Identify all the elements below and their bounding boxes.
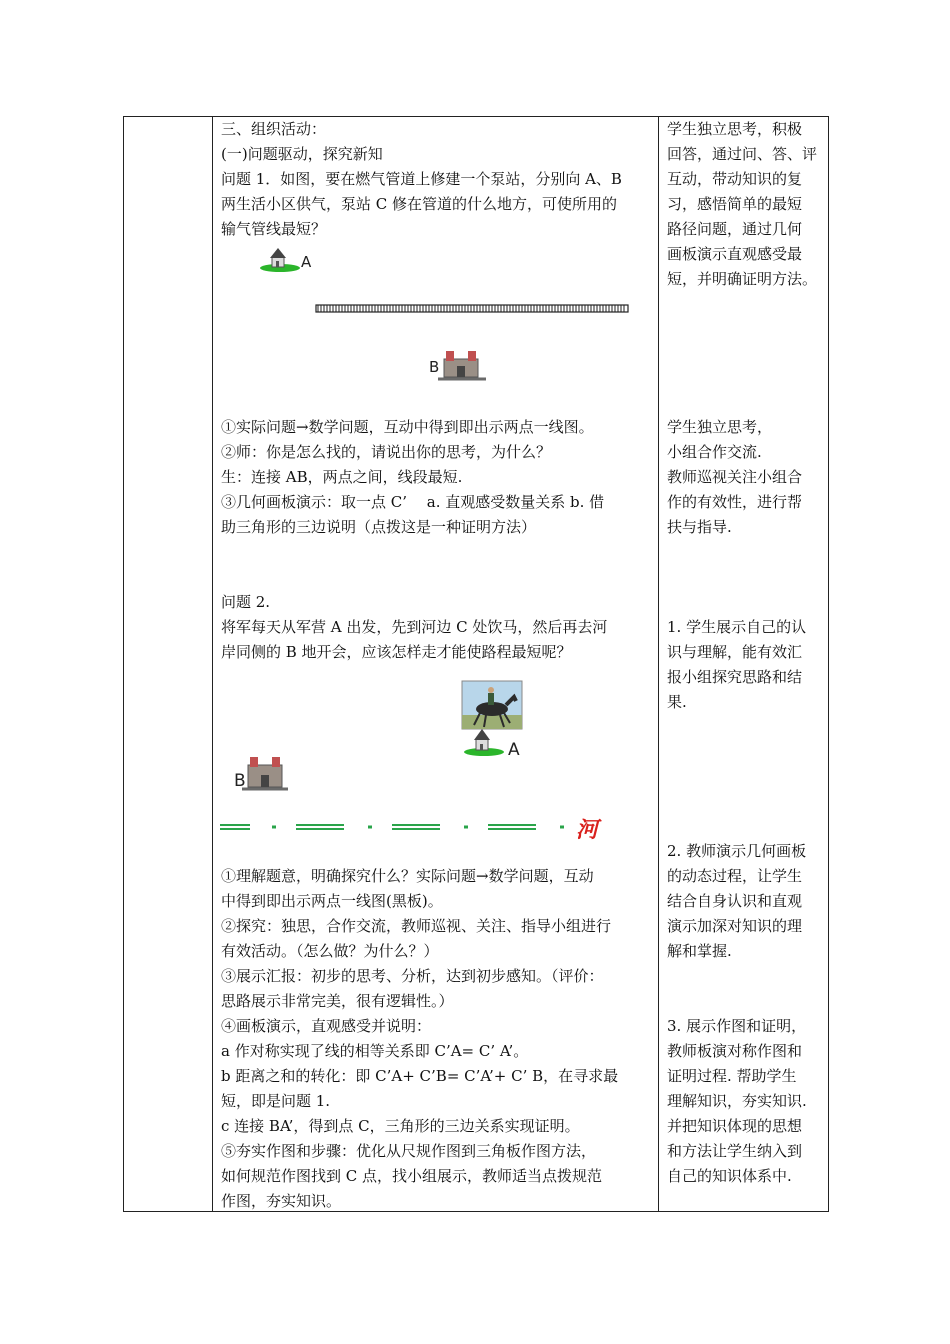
text-line: ②师：你是怎么找的，请说出你的思考，为什么？ xyxy=(221,443,552,461)
text-line: 和方法让学生纳入到 xyxy=(667,1142,803,1160)
text-line: 三、组织活动： xyxy=(221,120,327,138)
text-line: ②探究：独思，合作交流，教师巡视、关注、指导小组进行 xyxy=(221,917,612,935)
text-line: 扶与指导. xyxy=(667,518,732,536)
text-line: 教师巡视关注小组合 xyxy=(667,468,803,486)
point-a-label: A xyxy=(301,253,312,271)
river-line-icon xyxy=(220,825,564,829)
text-line: 的动态过程，让学生 xyxy=(667,867,803,885)
text-line: 岸同侧的 B 地开会，应该怎样走才能使路程最短呢？ xyxy=(221,643,572,661)
activity-column xyxy=(212,117,658,1211)
text-line: 两生活小区供气，泵站 C 修在管道的什么地方，可使所用的 xyxy=(221,195,618,213)
text-line: 思路展示非常完美，很有逻辑性。） xyxy=(221,992,454,1010)
text-line: 证明过程. 帮助学生 xyxy=(667,1067,797,1085)
text-line: 输气管线最短？ xyxy=(221,220,327,238)
text-line: ⑤夯实作图和步骤：优化从尺规作图到三角板作图方法， xyxy=(221,1142,597,1160)
text-line: (一)问题驱动，探究新知 xyxy=(221,145,383,163)
text-line: b 距离之和的转化：即 C’A+ C’B= C’A’+ C’ B，在寻求最 xyxy=(221,1067,619,1085)
house-a-icon xyxy=(474,729,490,750)
house-a-icon xyxy=(270,248,286,267)
general-horse-figure xyxy=(212,675,658,853)
text-line: 理解知识，夯实知识. xyxy=(667,1092,807,1110)
text-line: 将军每天从军营 A 出发，先到河边 C 处饮马，然后再去河 xyxy=(221,618,608,636)
horse-rider-icon xyxy=(462,681,522,729)
text-line: 作的有效性，进行帮 xyxy=(667,493,803,511)
text-line: 习，感悟简单的最短 xyxy=(667,195,803,213)
text-line: a 作对称实现了线的相等关系即 C’A= C’ A’。 xyxy=(221,1042,529,1060)
text-line: ①理解题意，明确探究什么？实际问题→数学问题，互动 xyxy=(221,867,594,885)
castle-b-icon xyxy=(438,351,486,379)
text-line: 解和掌握. xyxy=(667,942,732,960)
text-line: ③展示汇报：初步的思考、分析，达到初步感知。（评价： xyxy=(221,967,604,985)
gas-pipeline-icon xyxy=(316,305,628,312)
text-line: 果. xyxy=(667,693,687,711)
text-line: c 连接 BA’，得到点 C，三角形的三边关系实现证明。 xyxy=(221,1117,580,1135)
text-line: 教师板演对称作图和 xyxy=(667,1042,803,1060)
text-line: 短，并明确证明方法。 xyxy=(667,270,818,288)
text-line: 3. 展示作图和证明， xyxy=(667,1017,807,1035)
text-line: 学生独立思考，积极 xyxy=(667,120,803,138)
text-line: 有效活动。（怎么做？为什么？） xyxy=(221,942,439,960)
point-a-label: A xyxy=(508,740,520,760)
text-line: 识与理解，能有效汇 xyxy=(667,643,803,661)
text-line: 结合自身认识和直观 xyxy=(667,892,803,910)
text-line: 生：连接 AB，两点之间，线段最短. xyxy=(221,468,463,486)
text-line: ④画板演示，直观感受并说明： xyxy=(221,1017,432,1035)
text-line: 报小组探究思路和结 xyxy=(667,668,803,686)
text-line: 演示加深对知识的理 xyxy=(667,917,803,935)
text-line: 小组合作交流. xyxy=(667,443,762,461)
text-line: 作图，夯实知识。 xyxy=(221,1192,342,1210)
student-column xyxy=(658,117,828,1211)
text-line: 助三角形的三边说明（点拨这是一种证明方法） xyxy=(221,518,537,536)
river-label: 河 xyxy=(576,817,599,843)
text-line: 画板演示直观感受最 xyxy=(667,245,803,263)
text-line: 2. 教师演示几何画板 xyxy=(667,842,807,860)
text-line: 学生独立思考， xyxy=(667,418,773,436)
text-line: 并把知识体现的思想 xyxy=(667,1117,803,1135)
lesson-table xyxy=(123,116,829,1212)
text-line: ①实际问题→数学问题，互动中得到即出示两点一线图。 xyxy=(221,418,594,436)
text-line: 中得到即出示两点一线图(黑板)。 xyxy=(221,892,443,910)
point-b-label: B xyxy=(429,358,440,376)
text-line: 自己的知识体系中. xyxy=(667,1167,792,1185)
castle-b-icon xyxy=(242,757,288,789)
text-line: ③几何画板演示：取一点 C’ a. 直观感受数量关系 b. 借 xyxy=(221,493,605,511)
text-line: 1. 学生展示自己的认 xyxy=(667,618,807,636)
text-line: 短，即是问题 1. xyxy=(221,1092,331,1110)
text-line: 问题 2. xyxy=(221,593,271,611)
text-line: 回答，通过问、答、评 xyxy=(667,145,818,163)
text-line: 路径问题，通过几何 xyxy=(667,220,803,238)
point-b-label: B xyxy=(234,771,246,791)
pipeline-figure xyxy=(212,245,658,385)
text-line: 问题 1．如图，要在燃气管道上修建一个泵站，分别向 A、B xyxy=(221,170,622,188)
text-line: 如何规范作图找到 C 点，找小组展示，教师适当点拨规范 xyxy=(221,1167,603,1185)
text-line: 互动，带动知识的复 xyxy=(667,170,803,188)
